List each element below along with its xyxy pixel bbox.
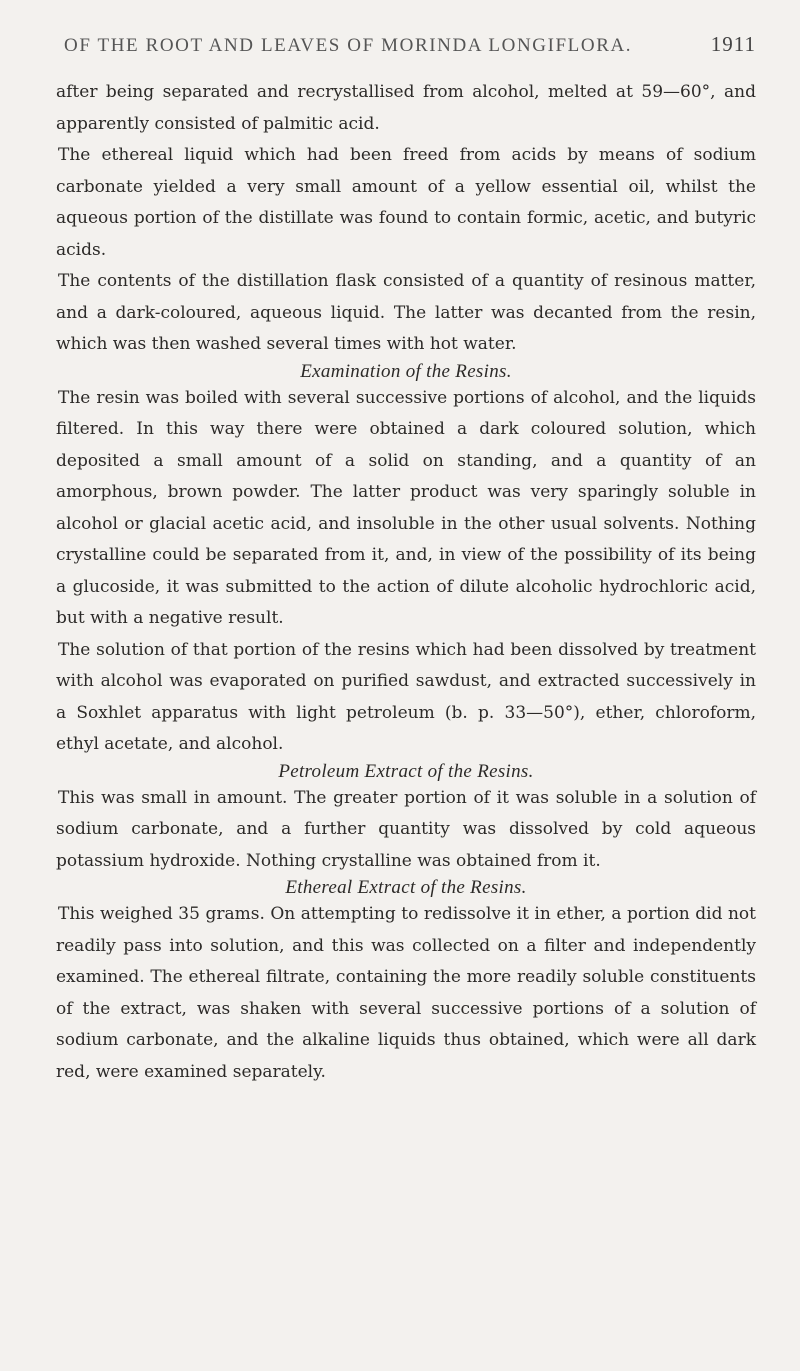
paragraph-ethereal-extract: This weighed 35 grams. On attempting to redissolve it in ether, a portion did not readily pass into solution, and this was collected on a filter and independently examined. The ethereal filtrate, containing the more readily soluble constituents of the extract, was shaken with several successive portions of a solution of sodium carbonate, and the alkaline liquids thus obtained, which were all dark red, were examined separately. xyxy=(56,904,756,1082)
paragraph-petroleum-extract: This was small in amount. The greater portion of it was soluble in a solution of sodium carbonate, and a further quantity was dissolved by cold aqueous potassium hydroxide. Nothing crystalline was obtained from it. xyxy=(56,787,756,871)
paragraph-continued: after being separated and recrystallised from alcohol, melted at 59—60°, and apparently consisted of palmitic acid. xyxy=(56,82,756,134)
paragraph-ethereal-liquid: The ethereal liquid which had been freed from acids by means of sodium carbonate yielded a very small amount of a yellow essential oil, whilst the aqueous portion of the distillate was found to contain formic, acetic, and butyric acids. xyxy=(56,145,756,260)
body-text xyxy=(56,77,756,1088)
paragraph-resin-boiled: The resin was boiled with several successive portions of alcohol, and the liquids filtered. In this way there were obtained a dark coloured solution, which deposited a small amount of a solid on standing, and a quantity of an amorphous, brown powder. The latter product was very sparingly soluble in alcohol or glacial acetic acid, and insoluble in the other usual solvents. Nothing crystalline could be separated from it, and, in view of the possibility of its being a glucoside, it was submitted to the action of dilute alcoholic hydrochloric acid, but with a negative result. xyxy=(56,387,756,628)
running-header xyxy=(56,32,756,57)
heading-petroleum-extract: Petroleum Extract of the Resins. xyxy=(278,760,534,782)
heading-ethereal-extract: Ethereal Extract of the Resins. xyxy=(285,877,527,898)
paragraph-distillation-flask: The contents of the distillation flask consisted of a quantity of resinous matter, and a dark-coloured, aqueous liquid. The latter was decanted from the resin, which was then washed several times with hot water. xyxy=(56,271,756,354)
paragraph-solution-evaporated: The solution of that portion of the resins which had been dissolved by treatment with alcohol was evaporated on purified sawdust, and extracted successively in a Soxhlet apparatus with light petroleum (b. p. 33—50°), ether, chloroform, ethyl acetate, and alcohol. xyxy=(56,639,756,754)
running-title: OF THE ROOT AND LEAVES OF MORINDA LONGIFLORA. xyxy=(64,35,633,56)
page-number: 1911 xyxy=(710,32,756,56)
heading-examination-of-resins: Examination of the Resins. xyxy=(300,360,512,382)
